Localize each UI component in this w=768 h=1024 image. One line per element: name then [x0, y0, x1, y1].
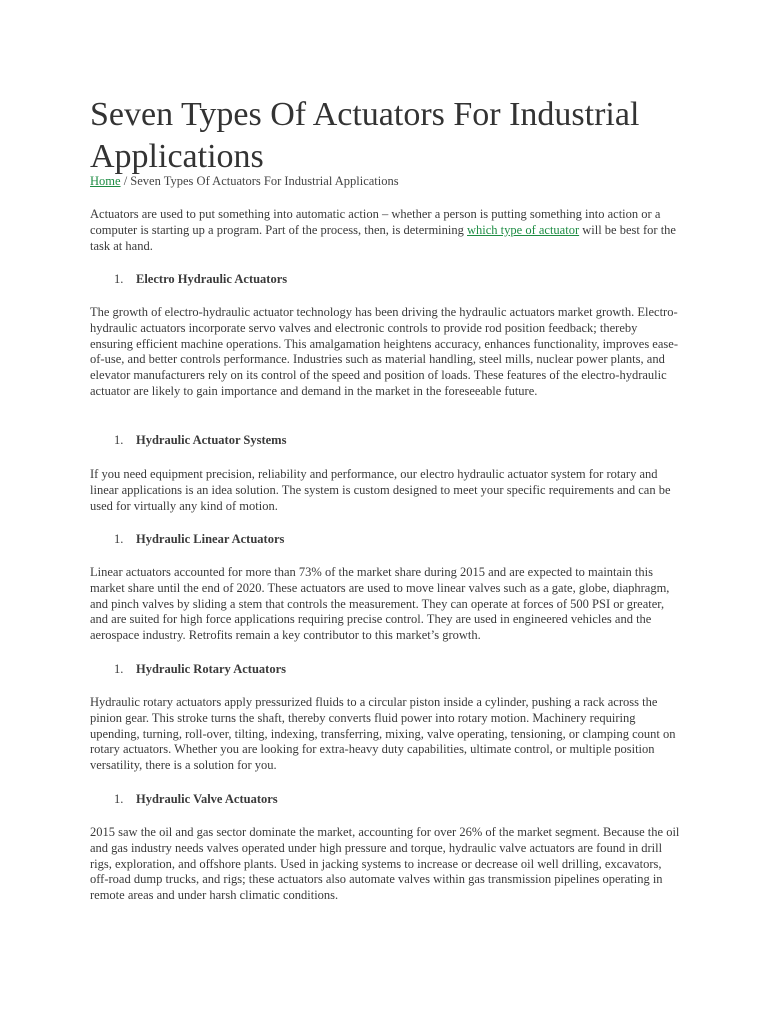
section-title: Electro Hydraulic Actuators — [136, 272, 288, 286]
intro-text-before: Actuators are used to put something into automatic action – whether a person is putting something into action or a computer is starting up a program. Part of the process, then, is determining — [90, 207, 661, 237]
list-number: 1. — [114, 792, 124, 806]
section-body-valve: 2015 saw the oil and gas sector dominate the market, accounting for over 26% of the market segment. Because the oil and gas industry needs valves operated under high pressure and torque, hydraulic valve actuators are found in drill rigs, exploration, and offshore plants. Used in jacking systems to increase or decrease oil well drilling, excavators, off-road dump trucks, and rigs; these actuators also automate valves within gas transmission pipelines operating in remote areas and under harsh climatic conditions. — [90, 825, 680, 903]
section-body-linear: Linear actuators accounted for more than 73% of the market share during 2015 and are expected to maintain this market share until the end of 2020. These actuators are used to move linear valves such as a gate, globe, diaphragm, and pinch valves by sliding a stem that controls the measurement. They can operate at forces of 500 PSI or greater, and are suited for high force applications requiring precise control. They are used in engineered vehicles and the aerospace industry. Retrofits remain a key contributor to this market’s growth. — [90, 565, 670, 643]
section-title: Hydraulic Linear Actuators — [136, 532, 285, 546]
actuator-type-link[interactable]: which type of actuator — [467, 222, 580, 237]
list-number: 1. — [114, 532, 124, 546]
list-number: 1. — [114, 433, 124, 447]
list-number: 1. — [114, 662, 124, 676]
section-body-rotary: Hydraulic rotary actuators apply pressurized fluids to a circular piston inside a cylinder, pushing a rack across the pinion gear. This stroke turns the shaft, thereby converts fluid power into rotary motion. Machinery requiring upending, turning, roll-over, tilting, indexing, transferring, mixing, valve operating, tensioning, or clamping count on rotary actuators. Whether you are looking for extra-heavy duty capabilities, ultimate control, or multiple position versatility, there is a solution for you. — [90, 695, 676, 773]
section-heading-rotary — [114, 662, 286, 677]
intro-paragraph — [90, 207, 680, 254]
section-heading-valve — [114, 792, 278, 807]
section-title: Hydraulic Valve Actuators — [136, 792, 278, 806]
section-heading-electro-hydraulic — [114, 272, 287, 287]
section-title: Hydraulic Rotary Actuators — [136, 662, 286, 676]
breadcrumb-current: Seven Types Of Actuators For Industrial Applications — [130, 174, 399, 188]
list-number: 1. — [114, 272, 124, 286]
page-title: Seven Types Of Actuators For Industrial Applications — [90, 96, 640, 175]
breadcrumb-separator: / — [120, 174, 131, 188]
breadcrumb-home-link[interactable]: Home — [90, 174, 121, 188]
section-heading-actuator-systems — [114, 433, 286, 448]
section-body-actuator-systems: If you need equipment precision, reliability and performance, our electro hydraulic actuator system for rotary and linear applications is an idea solution. The system is custom designed to meet your specific requirements and can be used for virtually any kind of motion. — [90, 467, 671, 513]
intro-text-after: will be best for the task at hand. — [90, 222, 676, 253]
breadcrumb — [90, 174, 399, 189]
section-heading-linear — [114, 532, 284, 547]
section-body-electro-hydraulic: The growth of electro-hydraulic actuator technology has been driving the hydraulic actuators market growth. Electro-hydraulic actuators incorporate servo valves and electronic controls to provide rod position feedback; thereby ensuring efficient machine operations. This amalgamation heightens accuracy, enhances functionality, improves ease-of-use, and better controls performance. Industries such as material handling, steel mills, nuclear power plants, and elevator manufacturers rely on its control of the speed and position of loads. These features of the electro-hydraulic actuator are likely to gain importance and demand in the market in the foreseeable future. — [90, 305, 678, 398]
section-title: Hydraulic Actuator Systems — [136, 433, 287, 447]
